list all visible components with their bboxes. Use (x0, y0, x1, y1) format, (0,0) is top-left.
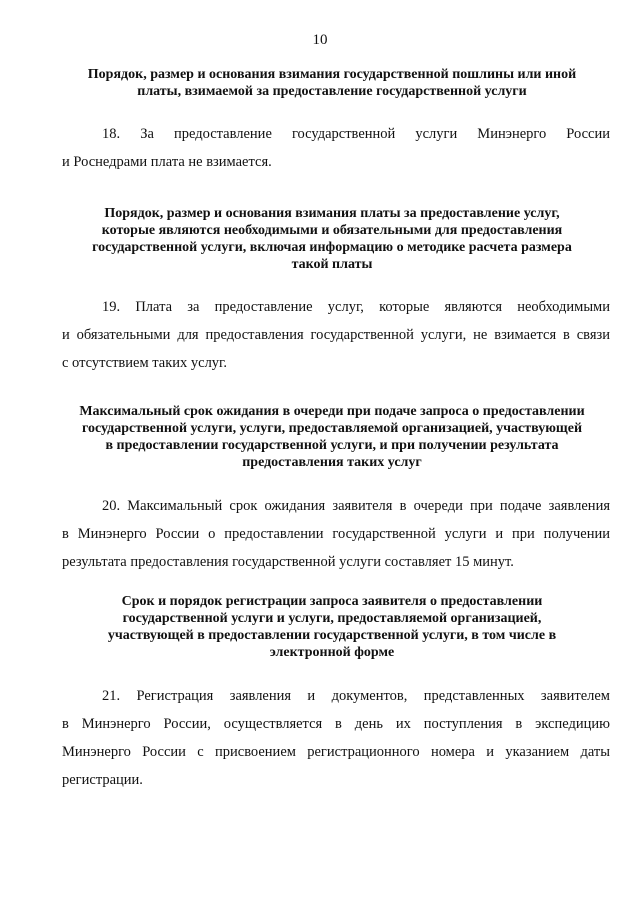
heading-line: электронной форме (269, 645, 395, 660)
heading-line: государственной услуги и услуги, предоставляемой организацией, (122, 611, 542, 626)
paragraph-line: 21. Регистрация заявления и документов, представленных заявителем (102, 688, 610, 704)
page-number: 10 (312, 32, 328, 48)
heading-line: Срок и порядок регистрации запроса заявителя о предоставлении (121, 594, 543, 609)
paragraph-line: в Минэнерго России о предоставлении государственной услуги и при получении (62, 526, 610, 542)
heading-line: которые являются необходимыми и обязательными для предоставления (101, 223, 563, 238)
heading-line: участвующей в предоставлении государственной услуги, в том числе в (107, 628, 557, 643)
paragraph-18 (62, 120, 610, 176)
paragraph-line: 18. За предоставление государственной услуги Минэнерго России (102, 126, 610, 142)
section-heading-registration (62, 593, 602, 661)
paragraph-21 (62, 682, 610, 794)
section-heading-queue-time (62, 403, 602, 471)
heading-line: Порядок, размер и основания взимания платы за предоставление услуг, (104, 206, 560, 221)
paragraph-line: и Роснедрами плата не взимается. (62, 154, 272, 170)
section-heading-required-services-fee (62, 205, 602, 273)
paragraph-line: в Минэнерго России, осуществляется в день их поступления в экспедицию (62, 716, 610, 732)
heading-line: платы, взимаемой за предоставление государственной услуги (137, 84, 527, 99)
heading-line: предоставления таких услуг (242, 455, 422, 470)
paragraph-line: с отсутствием таких услуг. (62, 355, 227, 371)
heading-line: такой платы (291, 257, 373, 272)
paragraph-line: 20. Максимальный срок ожидания заявителя в очереди при подаче заявления (102, 498, 610, 514)
paragraph-line: 19. Плата за предоставление услуг, которые являются необходимыми (102, 299, 610, 315)
heading-line: Порядок, размер и основания взимания государственной пошлины или иной (87, 67, 577, 82)
paragraph-20 (62, 492, 610, 576)
paragraph-line: Минэнерго России с присвоением регистрационного номера и указанием даты (62, 744, 610, 760)
paragraph-line: и обязательными для предоставления государственной услуги, не взимается в связи (62, 327, 610, 343)
heading-line: в предоставлении государственной услуги, и при получении результата (105, 438, 559, 453)
heading-line: государственной услуги, услуги, предоставляемой организацией, участвующей (81, 421, 583, 436)
heading-line: государственной услуги, включая информацию о методике расчета размера (92, 240, 572, 255)
section-heading-fee (62, 66, 602, 100)
paragraph-line: регистрации. (62, 772, 143, 788)
heading-line: Максимальный срок ожидания в очереди при подаче запроса о предоставлении (79, 404, 585, 419)
paragraph-19 (62, 293, 610, 377)
paragraph-line: результата предоставления государственной услуги составляет 15 минут. (62, 554, 514, 570)
